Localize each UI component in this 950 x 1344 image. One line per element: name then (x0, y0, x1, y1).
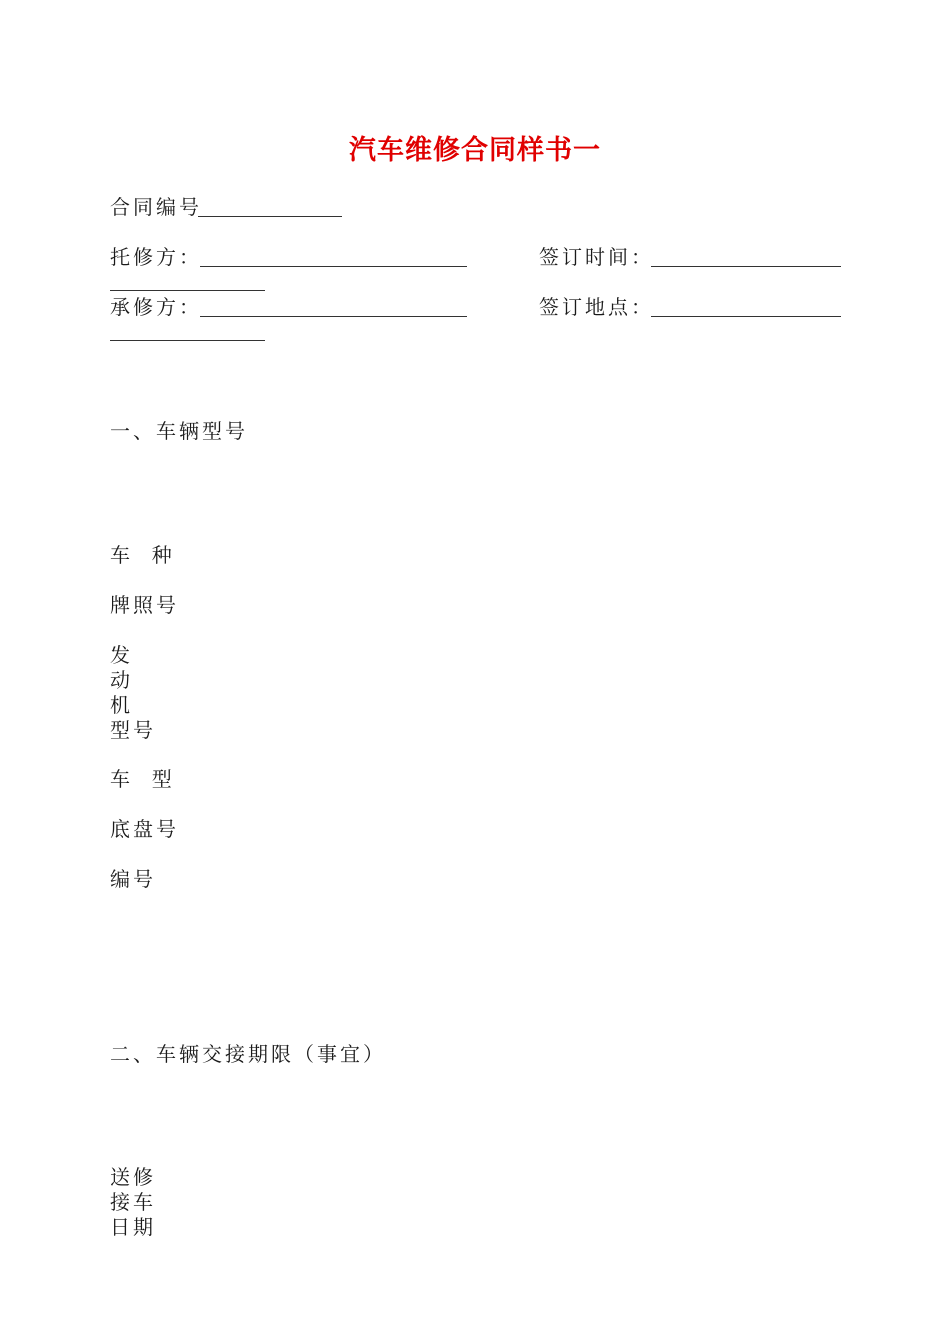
delivery-date-label-part: 日期 (110, 1215, 156, 1239)
sign-place-blank-continued[interactable] (110, 340, 265, 341)
document-title: 汽车维修合同样书一 (349, 135, 601, 166)
engine-model-label-part: 机 (110, 693, 133, 717)
engine-model-label-part: 动 (110, 668, 133, 692)
sign-place-label: 签订地点： (539, 295, 654, 319)
repairer-label: 承修方： (110, 295, 202, 319)
serial-no-label: 编号 (110, 867, 156, 891)
section1-heading: 一、车辆型号 (110, 419, 248, 443)
delivery-date-label-part: 接车 (110, 1190, 156, 1214)
section2-heading: 二、车辆交接期限（事宜） (110, 1042, 386, 1066)
engine-model-label (110, 643, 156, 743)
client-blank[interactable] (200, 266, 467, 267)
engine-model-label-part: 型号 (110, 718, 156, 742)
sign-time-label: 签订时间： (539, 245, 654, 269)
client-label: 托修方： (110, 245, 202, 269)
repairer-blank[interactable] (200, 316, 467, 317)
chassis-no-label: 底盘号 (110, 817, 179, 841)
delivery-date-label-part: 送修 (110, 1165, 156, 1189)
sign-time-blank-continued[interactable] (110, 290, 265, 291)
delivery-date-label (110, 1165, 156, 1240)
sign-time-blank[interactable] (651, 266, 841, 267)
plate-no-label: 牌照号 (110, 593, 179, 617)
sign-place-blank[interactable] (651, 316, 841, 317)
contract-no-label: 合同编号 (110, 195, 202, 219)
car-kind-label: 车 种 (110, 543, 175, 567)
car-model-label: 车 型 (110, 767, 175, 791)
contract-no-blank[interactable] (198, 216, 342, 217)
engine-model-label-part: 发 (110, 643, 133, 667)
